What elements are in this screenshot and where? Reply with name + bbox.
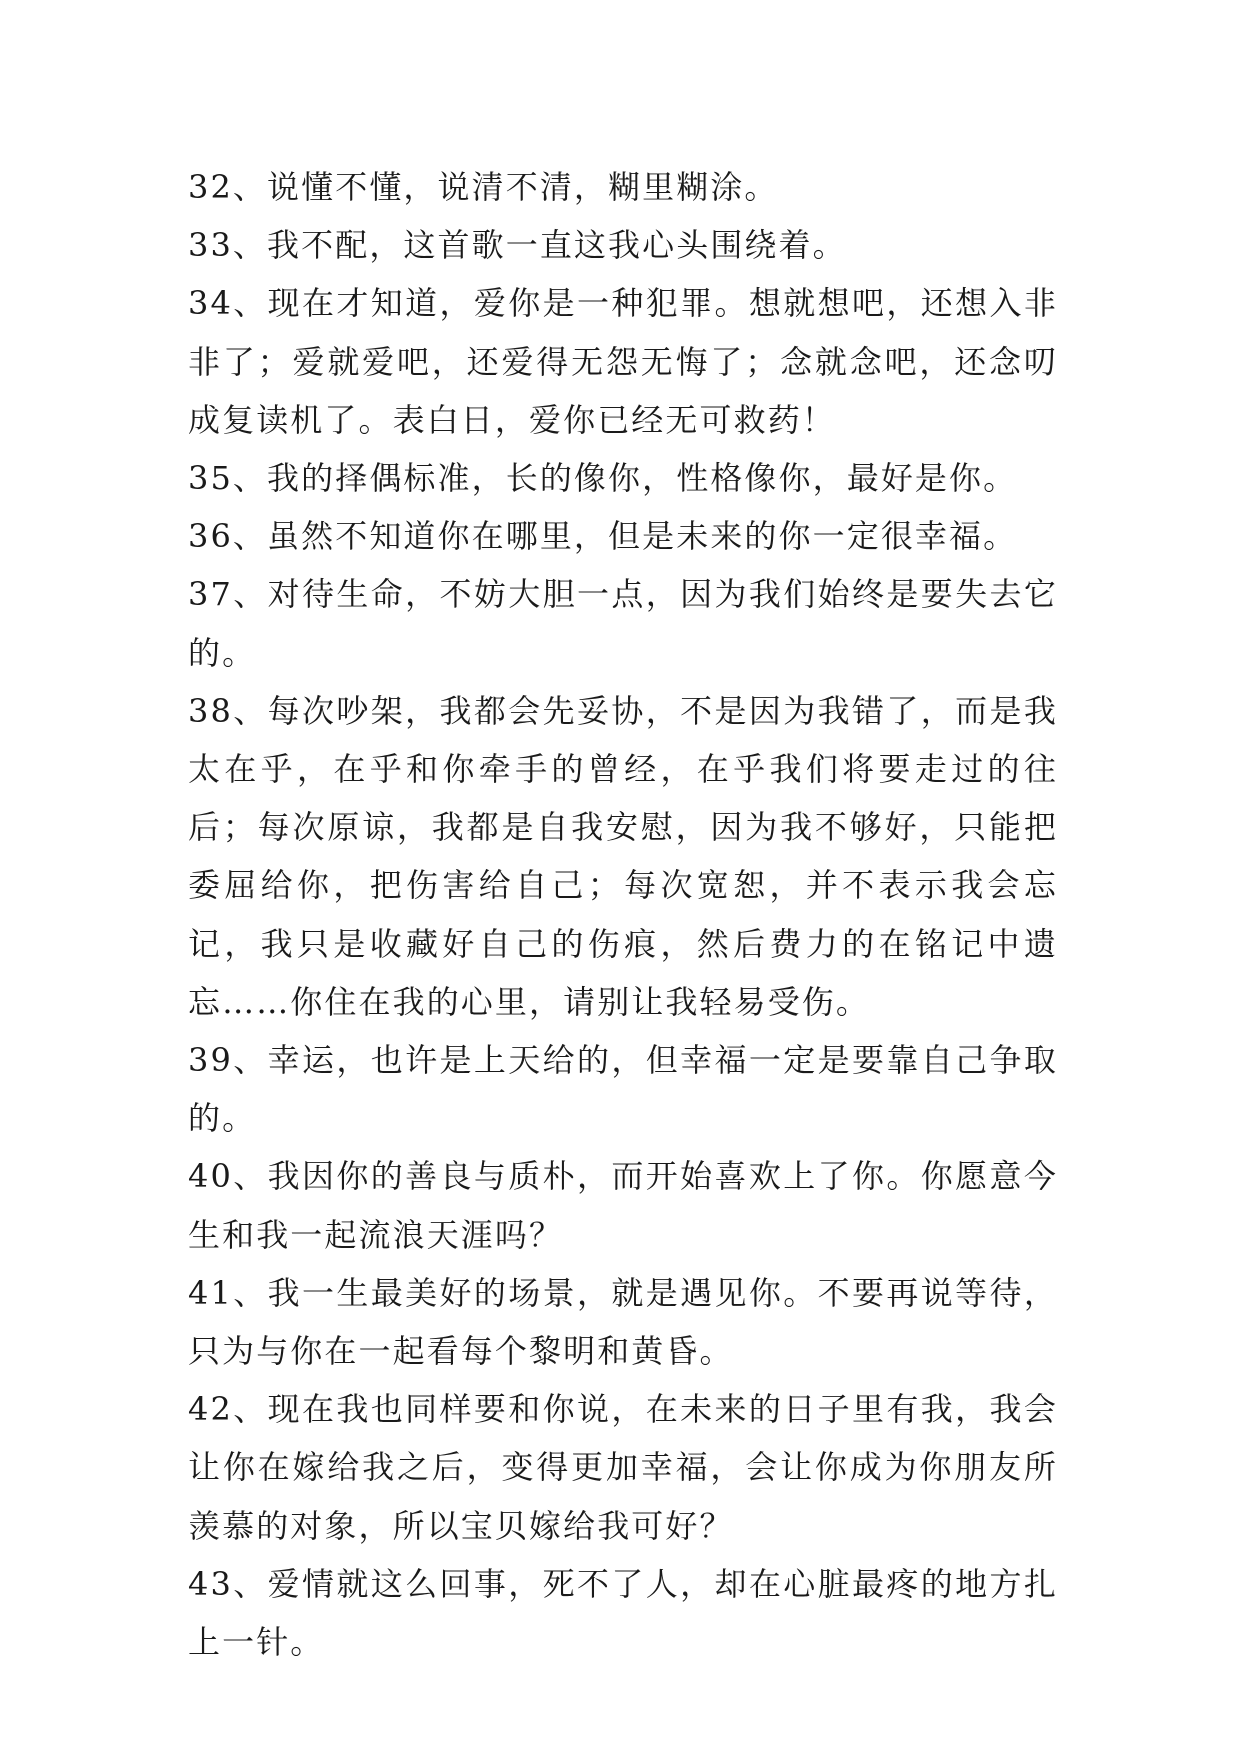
quote-entry-34: 34、现在才知道，爱你是一种犯罪。想就想吧，还想入非非了；爱就爱吧，还爱得无怨无悔了；念就念吧，还念叨成复读机了。表白日，爱你已经无可救药！ (188, 284, 1058, 439)
quote-entry-38: 38、每次吵架，我都会先妥协，不是因为我错了，而是我太在乎，在乎和你牵手的曾经，在乎我们将要走过的往后；每次原谅，我都是自我安慰，因为我不够好，只能把委屈给你，把伤害给自己；每次宽恕，并不表示我会忘记，我只是收藏好自己的伤痕，然后费力的在铭记中遗忘……你住在我的心里，请别让我轻易受伤。 (188, 691, 1058, 1021)
quote-entry-36: 36、虽然不知道你在哪里，但是未来的你一定很幸福。 (188, 517, 1018, 556)
quote-entry-40: 40、我因你的善良与质朴，而开始喜欢上了你。你愿意今生和我一起流浪天涯吗？ (188, 1157, 1058, 1254)
quote-entry-35: 35、我的择偶标准，长的像你，性格像你，最好是你。 (188, 459, 1018, 498)
quote-entry-39: 39、幸运，也许是上天给的，但幸福一定是要靠自己争取的。 (188, 1041, 1058, 1138)
quote-entry-42: 42、现在我也同样要和你说，在未来的日子里有我，我会让你在嫁给我之后，变得更加幸福，会让你成为你朋友所羡慕的对象，所以宝贝嫁给我可好？ (188, 1390, 1058, 1545)
quote-entry-32: 32、说懂不懂，说清不清，糊里糊涂。 (188, 168, 779, 206)
quote-entry-37: 37、对待生命，不妨大胆一点，因为我们始终是要失去它的。 (188, 575, 1058, 672)
quote-entry-33: 33、我不配，这首歌一直这我心头围绕着。 (188, 226, 847, 265)
quote-entry-41: 41、我一生最美好的场景，就是遇见你。不要再说等待，只为与你在一起看每个黎明和黄昏。 (188, 1273, 1058, 1371)
quote-entry-43: 43、爱情就这么回事，死不了人，却在心脏最疼的地方扎上一针。 (188, 1564, 1058, 1662)
document-body (188, 158, 1058, 1671)
